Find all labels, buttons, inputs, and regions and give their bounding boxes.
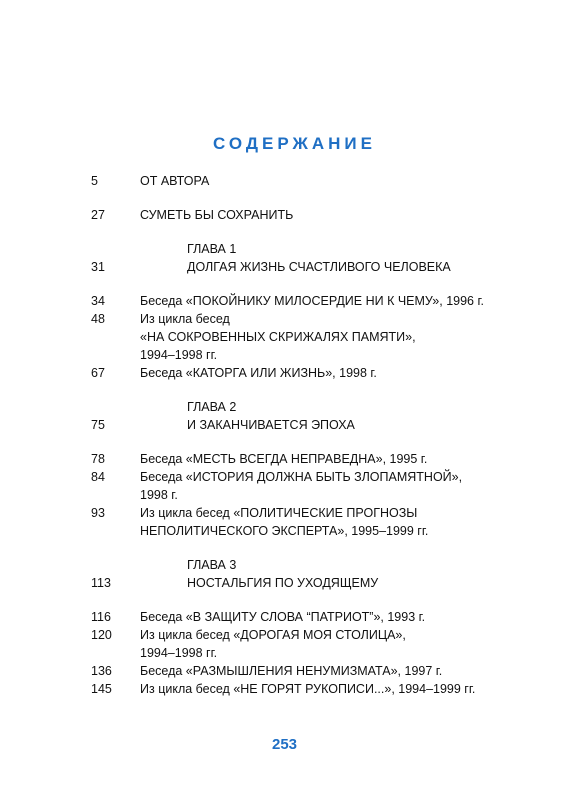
toc-entry xyxy=(0,450,579,468)
toc-entry-text: Беседа «В ЗАЩИТУ СЛОВА “ПАТРИОТ”», 1993 г. xyxy=(140,610,426,624)
page-number: 253 xyxy=(271,736,298,753)
toc-page-number: 48 xyxy=(91,312,105,326)
toc-entry-text: 1998 г. xyxy=(140,488,178,502)
chapter-heading: НОСТАЛЬГИЯ ПО УХОДЯЩЕМУ xyxy=(187,576,379,590)
toc-entry-text: Из цикла бесед «ДОРОГАЯ МОЯ СТОЛИЦА», xyxy=(140,628,406,642)
toc-entry xyxy=(0,258,579,276)
toc-entry-text: Беседа «РАЗМЫШЛЕНИЯ НЕНУМИЗМАТА», 1997 г. xyxy=(140,664,443,678)
toc-page-number: 113 xyxy=(91,576,111,590)
toc-entry xyxy=(0,310,579,328)
toc-entry-text: Беседа «КАТОРГА ИЛИ ЖИЗНЬ», 1998 г. xyxy=(140,366,377,380)
toc-entry xyxy=(0,292,579,310)
chapter-label: ГЛАВА 1 xyxy=(187,242,237,256)
toc-entry xyxy=(0,364,579,382)
toc-page-number: 78 xyxy=(91,452,105,466)
toc-entry xyxy=(0,504,579,522)
toc-entry xyxy=(0,416,579,434)
chapter-heading: ДОЛГАЯ ЖИЗНЬ СЧАСТЛИВОГО ЧЕЛОВЕКА xyxy=(187,260,451,274)
toc-entry-text: СУМЕТЬ БЫ СОХРАНИТЬ xyxy=(140,208,294,222)
toc-page-number: 116 xyxy=(91,610,111,624)
toc-entry-text: Из цикла бесед xyxy=(140,312,230,326)
toc-entry xyxy=(0,574,579,592)
toc-page-number: 5 xyxy=(91,174,98,188)
toc-chapter-row xyxy=(0,556,579,574)
toc-entry-text: Беседа «ИСТОРИЯ ДОЛЖНА БЫТЬ ЗЛОПАМЯТНОЙ», xyxy=(140,470,463,484)
toc-entry xyxy=(0,206,579,224)
toc-page-number: 136 xyxy=(91,664,112,678)
toc-entry xyxy=(0,486,579,504)
toc-entry xyxy=(0,522,579,540)
toc-entry-text: 1994–1998 гг. xyxy=(140,348,218,362)
toc-entry-text: ОТ АВТОРА xyxy=(140,174,210,188)
toc-entry xyxy=(0,346,579,364)
toc-entry xyxy=(0,644,579,662)
toc-page-number: 27 xyxy=(91,208,105,222)
toc-page-number: 34 xyxy=(91,294,105,308)
toc-entry-text: Из цикла бесед «НЕ ГОРЯТ РУКОПИСИ...», 1994–1999 гг. xyxy=(140,682,476,696)
toc-chapter-row xyxy=(0,398,579,416)
toc-title: СОДЕРЖАНИЕ xyxy=(213,134,376,153)
toc-entry-text: Из цикла бесед «ПОЛИТИЧЕСКИЕ ПРОГНОЗЫ xyxy=(140,506,418,520)
toc-page-number: 31 xyxy=(91,260,105,274)
toc-entry xyxy=(0,608,579,626)
toc-entry xyxy=(0,172,579,190)
chapter-label: ГЛАВА 2 xyxy=(187,400,237,414)
toc-page-number: 120 xyxy=(91,628,112,642)
toc-page-number: 75 xyxy=(91,418,105,432)
chapter-heading: И ЗАКАНЧИВАЕТСЯ ЭПОХА xyxy=(187,418,355,432)
toc-page-number: 145 xyxy=(91,682,112,696)
toc-entry xyxy=(0,468,579,486)
toc-entry-text: «НА СОКРОВЕННЫХ СКРИЖАЛЯХ ПАМЯТИ», xyxy=(140,330,416,344)
toc-entry-text: 1994–1998 гг. xyxy=(140,646,218,660)
toc-chapter-row xyxy=(0,240,579,258)
toc-page-number: 93 xyxy=(91,506,105,520)
toc-page-number: 67 xyxy=(91,366,105,380)
toc-entry-text: Беседа «МЕСТЬ ВСЕГДА НЕПРАВЕДНА», 1995 г. xyxy=(140,452,428,466)
toc-entry xyxy=(0,328,579,346)
toc-entry-text: Беседа «ПОКОЙНИКУ МИЛОСЕРДИЕ НИ К ЧЕМУ», 1996 г. xyxy=(140,294,484,308)
toc-entry xyxy=(0,662,579,680)
toc-page-number: 84 xyxy=(91,470,105,484)
toc-entry xyxy=(0,626,579,644)
chapter-label: ГЛАВА 3 xyxy=(187,558,237,572)
toc-entry-text: НЕПОЛИТИЧЕСКОГО ЭКСПЕРТА», 1995–1999 гг. xyxy=(140,524,429,538)
toc-entry xyxy=(0,680,579,698)
